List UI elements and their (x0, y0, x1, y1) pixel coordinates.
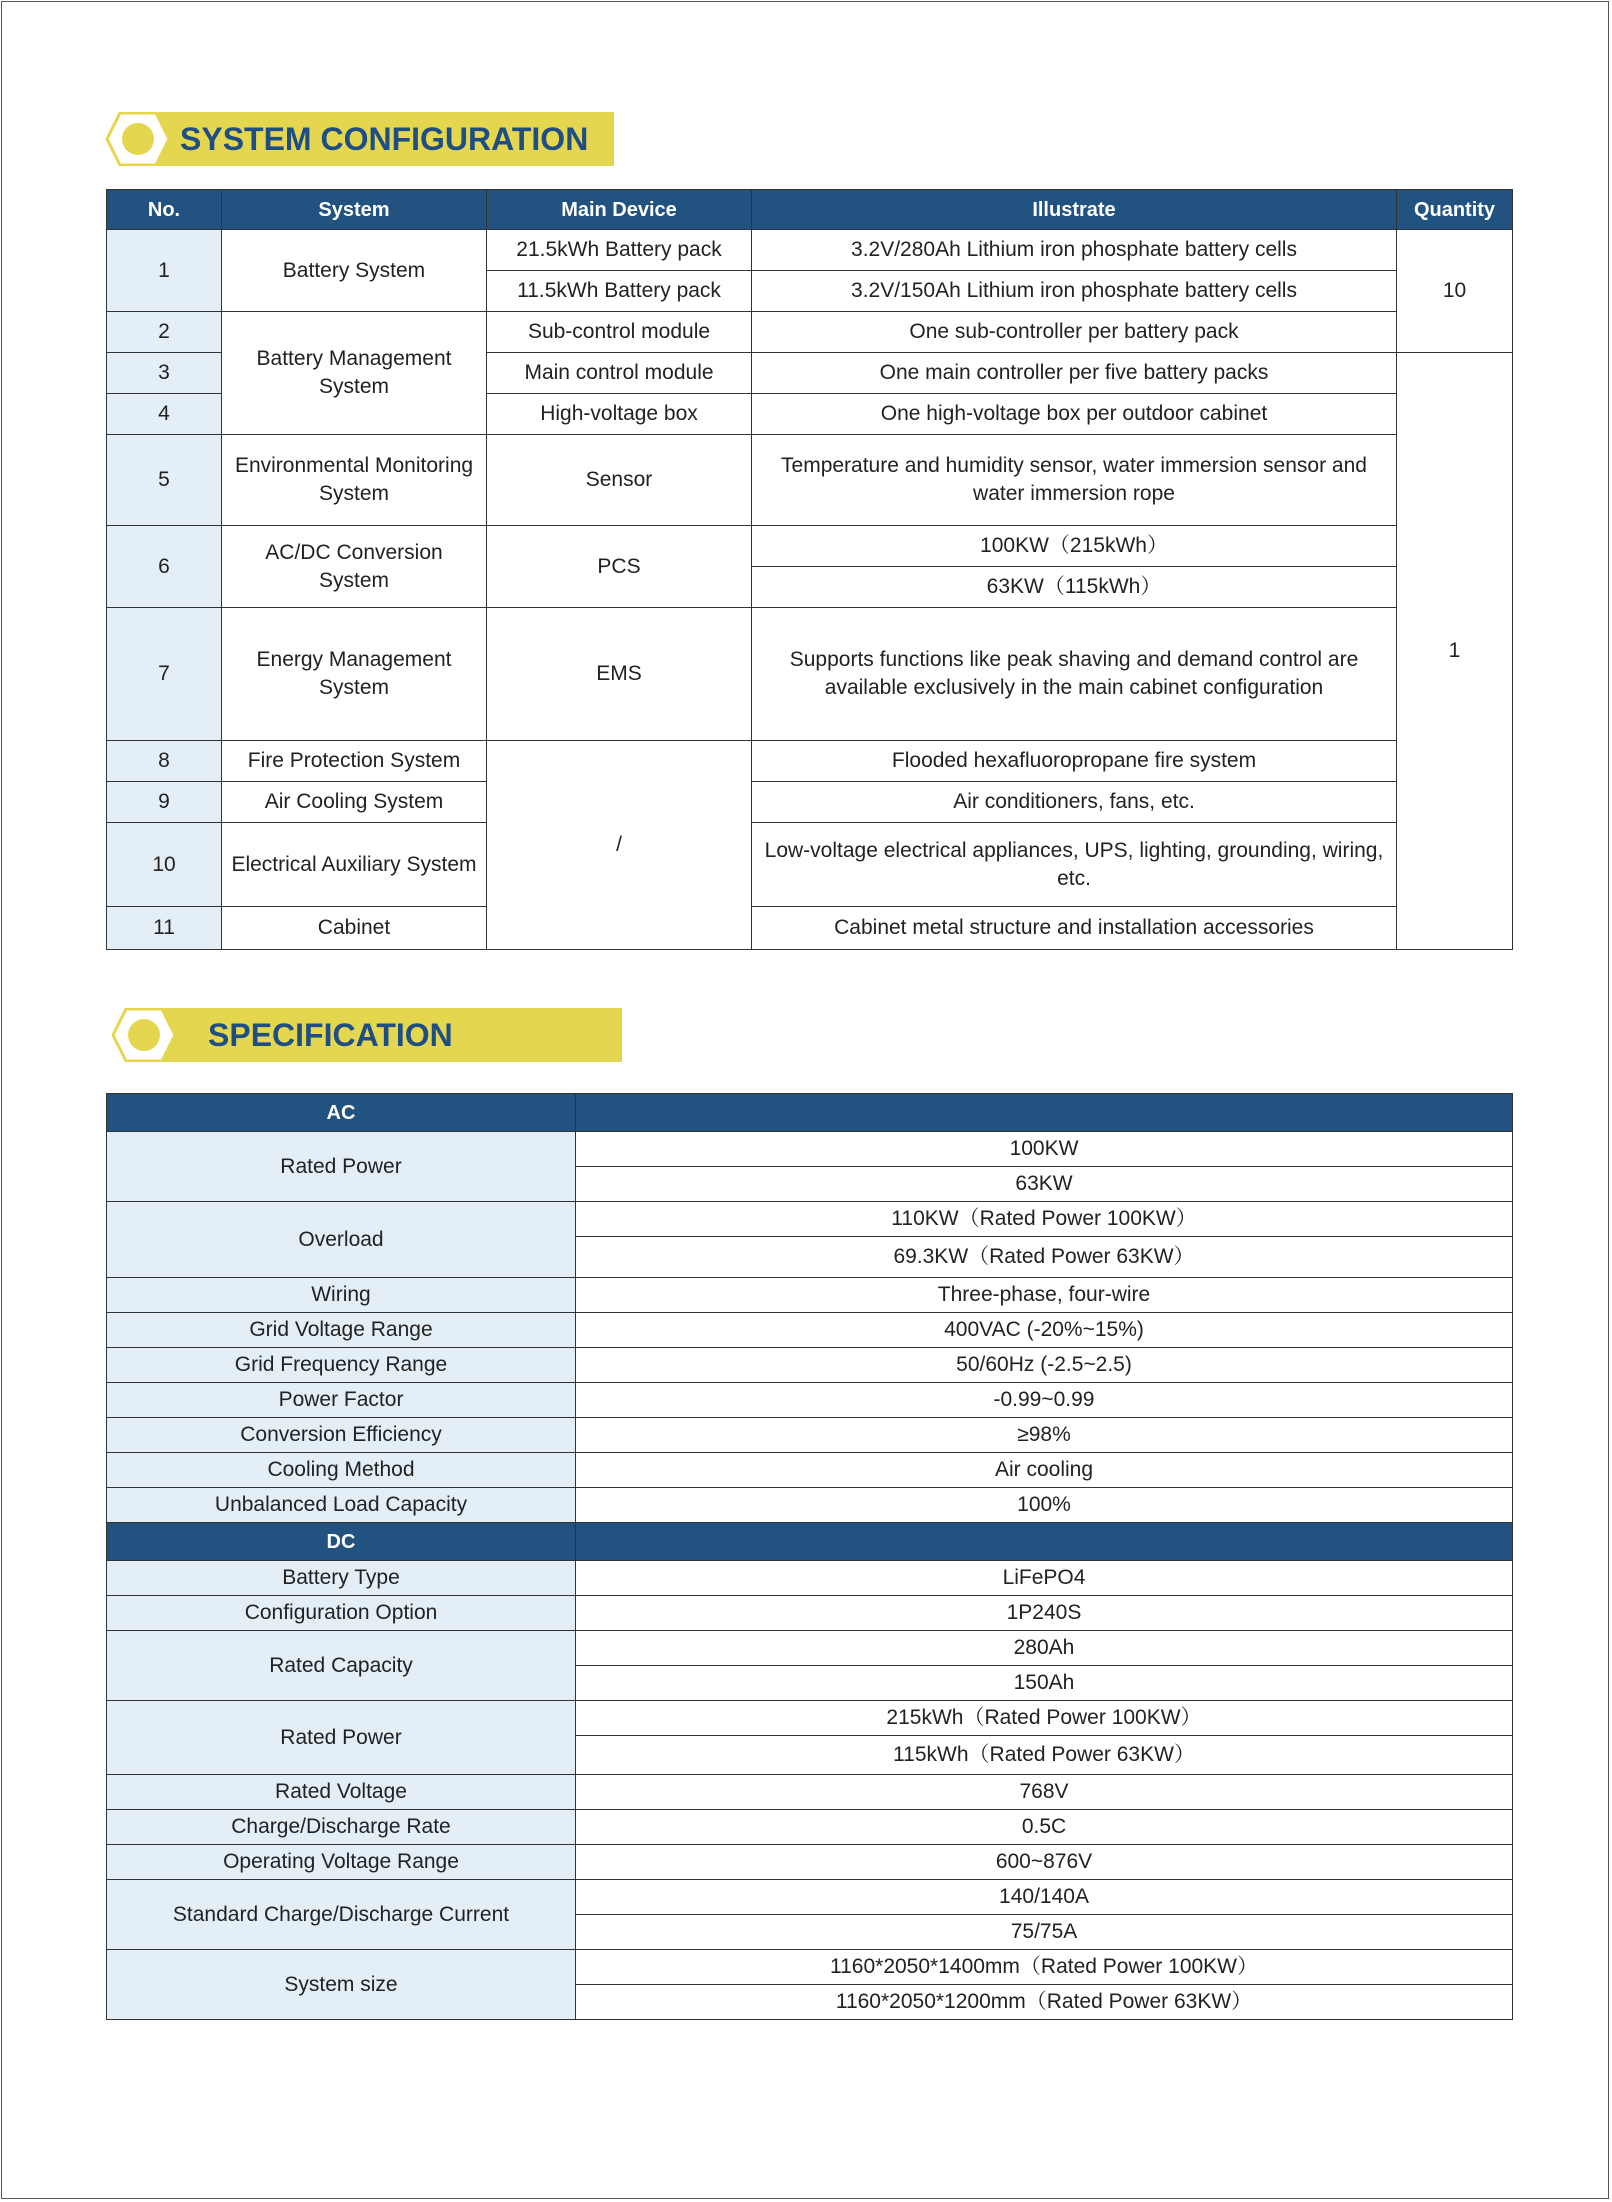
row-number: 8 (107, 741, 222, 782)
illustrate-cell: Cabinet metal structure and installation accessories (752, 907, 1397, 950)
column-header: Main Device (487, 190, 752, 230)
spec-row (107, 1631, 1513, 1666)
spec-row (107, 1775, 1513, 1810)
spec-row (107, 1880, 1513, 1915)
spec-value: 768V (576, 1775, 1513, 1810)
illustrate-cell: Temperature and humidity sensor, water immersion sensor and water immersion rope (752, 435, 1397, 526)
table-row (107, 608, 1513, 741)
specification-table (106, 1093, 1513, 2020)
spec-value: 110KW（Rated Power 100KW） (576, 1202, 1513, 1237)
spec-row (107, 1845, 1513, 1880)
spec-row (107, 1278, 1513, 1313)
system-cell: AC/DC Conversion System (222, 526, 487, 608)
spec-row (107, 1202, 1513, 1237)
illustrate-cell: Air conditioners, fans, etc. (752, 782, 1397, 823)
hexagon-bolt-icon (106, 112, 170, 166)
section-title: SPECIFICATION (208, 1017, 453, 1053)
illustrate-cell: Flooded hexafluoropropane fire system (752, 741, 1397, 782)
spec-row (107, 1348, 1513, 1383)
row-number: 3 (107, 353, 222, 394)
header-blank (576, 1094, 1513, 1132)
spec-value: Air cooling (576, 1453, 1513, 1488)
device-cell: 11.5kWh Battery pack (487, 271, 752, 312)
device-cell: High-voltage box (487, 394, 752, 435)
row-number: 1 (107, 230, 222, 312)
spec-row (107, 1488, 1513, 1523)
column-header: System (222, 190, 487, 230)
system-configuration-table (106, 189, 1513, 950)
table-row (107, 435, 1513, 526)
spec-label: Battery Type (107, 1561, 576, 1596)
spec-label: Grid Voltage Range (107, 1313, 576, 1348)
device-cell: / (487, 741, 752, 950)
device-cell: Sub-control module (487, 312, 752, 353)
spec-value: 1P240S (576, 1596, 1513, 1631)
illustrate-cell: 100KW（215kWh） (752, 526, 1397, 567)
row-number: 6 (107, 526, 222, 608)
quantity-cell: 1 (1397, 353, 1513, 950)
spec-row (107, 1561, 1513, 1596)
spec-value: 1160*2050*1400mm（Rated Power 100KW） (576, 1950, 1513, 1985)
device-cell: Main control module (487, 353, 752, 394)
spec-value: ≥98% (576, 1418, 1513, 1453)
spec-row (107, 1383, 1513, 1418)
device-cell: EMS (487, 608, 752, 741)
hexagon-bolt-icon (112, 1008, 176, 1062)
ac-header-row (107, 1094, 1513, 1132)
ac-header: AC (107, 1094, 576, 1132)
spec-value: 140/140A (576, 1880, 1513, 1915)
illustrate-cell: 3.2V/280Ah Lithium iron phosphate battery cells (752, 230, 1397, 271)
row-number: 7 (107, 608, 222, 741)
spec-row (107, 1453, 1513, 1488)
system-cell: Energy Management System (222, 608, 487, 741)
column-header: No. (107, 190, 222, 230)
header-blank (576, 1523, 1513, 1561)
spec-label: Standard Charge/Discharge Current (107, 1880, 576, 1950)
spec-row (107, 1132, 1513, 1167)
spec-label: System size (107, 1950, 576, 2020)
table-row (107, 741, 1513, 782)
table-row (107, 782, 1513, 823)
table-row (107, 230, 1513, 271)
column-header: Quantity (1397, 190, 1513, 230)
spec-label: Operating Voltage Range (107, 1845, 576, 1880)
spec-value: 600~876V (576, 1845, 1513, 1880)
spec-label: Rated Power (107, 1701, 576, 1775)
spec-label: Cooling Method (107, 1453, 576, 1488)
spec-label: Grid Frequency Range (107, 1348, 576, 1383)
device-cell: PCS (487, 526, 752, 608)
section-banner-system-configuration (106, 112, 614, 166)
spec-value: 75/75A (576, 1915, 1513, 1950)
spec-label: Configuration Option (107, 1596, 576, 1631)
section-banner-specification (112, 1008, 622, 1062)
row-number: 4 (107, 394, 222, 435)
table-header-row (107, 190, 1513, 230)
system-cell: Fire Protection System (222, 741, 487, 782)
spec-label: Charge/Discharge Rate (107, 1810, 576, 1845)
spec-value: 400VAC (-20%~15%) (576, 1313, 1513, 1348)
system-cell: Electrical Auxiliary System (222, 823, 487, 907)
column-header: Illustrate (752, 190, 1397, 230)
spec-label: Rated Power (107, 1132, 576, 1202)
spec-value: 115kWh（Rated Power 63KW） (576, 1736, 1513, 1775)
system-cell: Battery Management System (222, 312, 487, 435)
row-number: 11 (107, 907, 222, 950)
spec-label: Power Factor (107, 1383, 576, 1418)
spec-row (107, 1701, 1513, 1736)
spec-value: 280Ah (576, 1631, 1513, 1666)
spec-value: -0.99~0.99 (576, 1383, 1513, 1418)
illustrate-cell: One sub-controller per battery pack (752, 312, 1397, 353)
spec-value: 100KW (576, 1132, 1513, 1167)
spec-label: Rated Capacity (107, 1631, 576, 1701)
device-cell: 21.5kWh Battery pack (487, 230, 752, 271)
spec-row (107, 1950, 1513, 1985)
spec-value: LiFePO4 (576, 1561, 1513, 1596)
system-cell: Battery System (222, 230, 487, 312)
spec-value: 0.5C (576, 1810, 1513, 1845)
device-cell: Sensor (487, 435, 752, 526)
spec-label: Wiring (107, 1278, 576, 1313)
illustrate-cell: 63KW（115kWh） (752, 567, 1397, 608)
spec-value: 100% (576, 1488, 1513, 1523)
spec-row (107, 1418, 1513, 1453)
spec-value: Three-phase, four-wire (576, 1278, 1513, 1313)
quantity-cell: 10 (1397, 230, 1513, 353)
spec-value: 69.3KW（Rated Power 63KW） (576, 1237, 1513, 1278)
spec-value: 1160*2050*1200mm（Rated Power 63KW） (576, 1985, 1513, 2020)
row-number: 5 (107, 435, 222, 526)
system-cell: Cabinet (222, 907, 487, 950)
system-cell: Air Cooling System (222, 782, 487, 823)
illustrate-cell: 3.2V/150Ah Lithium iron phosphate battery cells (752, 271, 1397, 312)
spec-label: Unbalanced Load Capacity (107, 1488, 576, 1523)
illustrate-cell: Supports functions like peak shaving and demand control are available exclusively in the main cabinet configuration (752, 608, 1397, 741)
dc-header: DC (107, 1523, 576, 1561)
spec-value: 63KW (576, 1167, 1513, 1202)
spec-value: 150Ah (576, 1666, 1513, 1701)
illustrate-cell: One high-voltage box per outdoor cabinet (752, 394, 1397, 435)
table-row (107, 526, 1513, 567)
spec-value: 50/60Hz (-2.5~2.5) (576, 1348, 1513, 1383)
spec-label: Rated Voltage (107, 1775, 576, 1810)
row-number: 10 (107, 823, 222, 907)
table-row (107, 907, 1513, 950)
section-title: SYSTEM CONFIGURATION (180, 121, 589, 157)
spec-label: Conversion Efficiency (107, 1418, 576, 1453)
row-number: 2 (107, 312, 222, 353)
row-number: 9 (107, 782, 222, 823)
dc-header-row (107, 1523, 1513, 1561)
spec-row (107, 1810, 1513, 1845)
table-row (107, 312, 1513, 353)
illustrate-cell: One main controller per five battery packs (752, 353, 1397, 394)
spec-row (107, 1596, 1513, 1631)
spec-value: 215kWh（Rated Power 100KW） (576, 1701, 1513, 1736)
illustrate-cell: Low-voltage electrical appliances, UPS, lighting, grounding, wiring, etc. (752, 823, 1397, 907)
table-row (107, 823, 1513, 907)
spec-label: Overload (107, 1202, 576, 1278)
system-cell: Environmental Monitoring System (222, 435, 487, 526)
spec-row (107, 1313, 1513, 1348)
